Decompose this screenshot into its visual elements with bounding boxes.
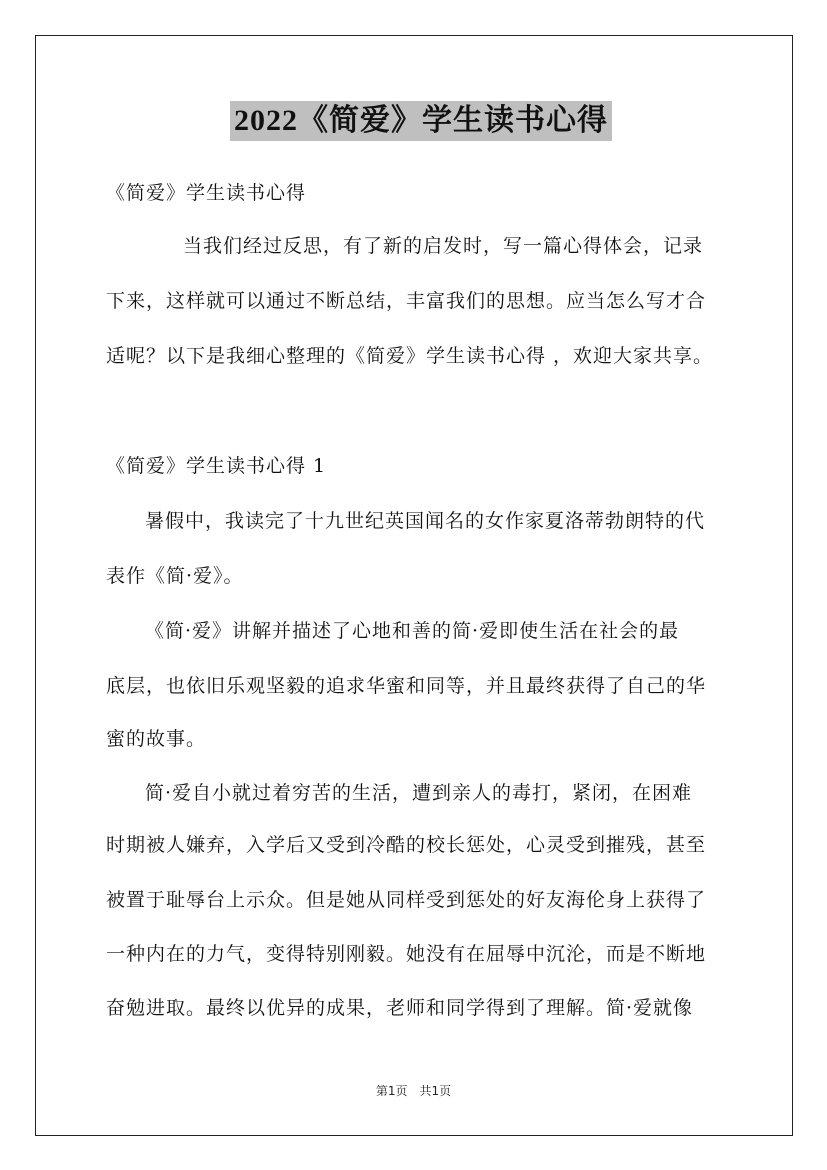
paragraph3-line-1: 简·爱自小就过着穷苦的生活，遭到亲人的毒打，紧闭，在困难: [145, 782, 693, 804]
paragraph3-line-4: 一种内在的力气，变得特别刚毅。她没有在屈辱中沉沦，而是不断地: [106, 943, 707, 965]
intro-line-1: 当我们经过反思，有了新的启发时，写一篇心得体会，记录: [183, 235, 704, 257]
document-title: 2022《简爱》学生读书心得: [230, 101, 612, 141]
section-heading: 《简爱》学生读书心得 1: [106, 455, 327, 477]
paragraph2-line-1: 《简·爱》讲解并描述了心地和善的简·爱即使生活在社会的最: [145, 620, 680, 642]
intro-line-3: 适呢？以下是我细心整理的《简爱》学生读书心得 ，欢迎大家共享。: [106, 345, 714, 367]
paragraph2-line-2: 底层，也依旧乐观坚毅的追求华蜜和同等，并且最终获得了自己的华: [106, 675, 707, 697]
intro-line-2: 下来，这样就可以通过不断总结，丰富我们的思想。应当怎么写才合: [106, 290, 707, 312]
paragraph2-line-3: 蜜的故事。: [106, 728, 207, 750]
page-footer: 第1页 共1页: [375, 1084, 452, 1098]
paragraph3-line-5: 奋勉进取。最终以优异的成果，老师和同学得到了理解。简·爱就像: [106, 997, 694, 1019]
subheading: 《简爱》学生读书心得: [106, 182, 307, 204]
paragraph1-line-1: 暑假中，我读完了十九世纪英国闻名的女作家夏洛蒂勃朗特的代: [145, 510, 706, 532]
paragraph3-line-2: 时期被人嫌弃，入学后又受到冷酷的校长惩处，心灵受到摧残，甚至: [106, 834, 707, 856]
paragraph3-line-3: 被置于耻辱台上示众。但是她从同样受到惩处的好友海伦身上获得了: [106, 889, 707, 911]
paragraph1-line-2: 表作《简·爱》。: [106, 565, 244, 587]
